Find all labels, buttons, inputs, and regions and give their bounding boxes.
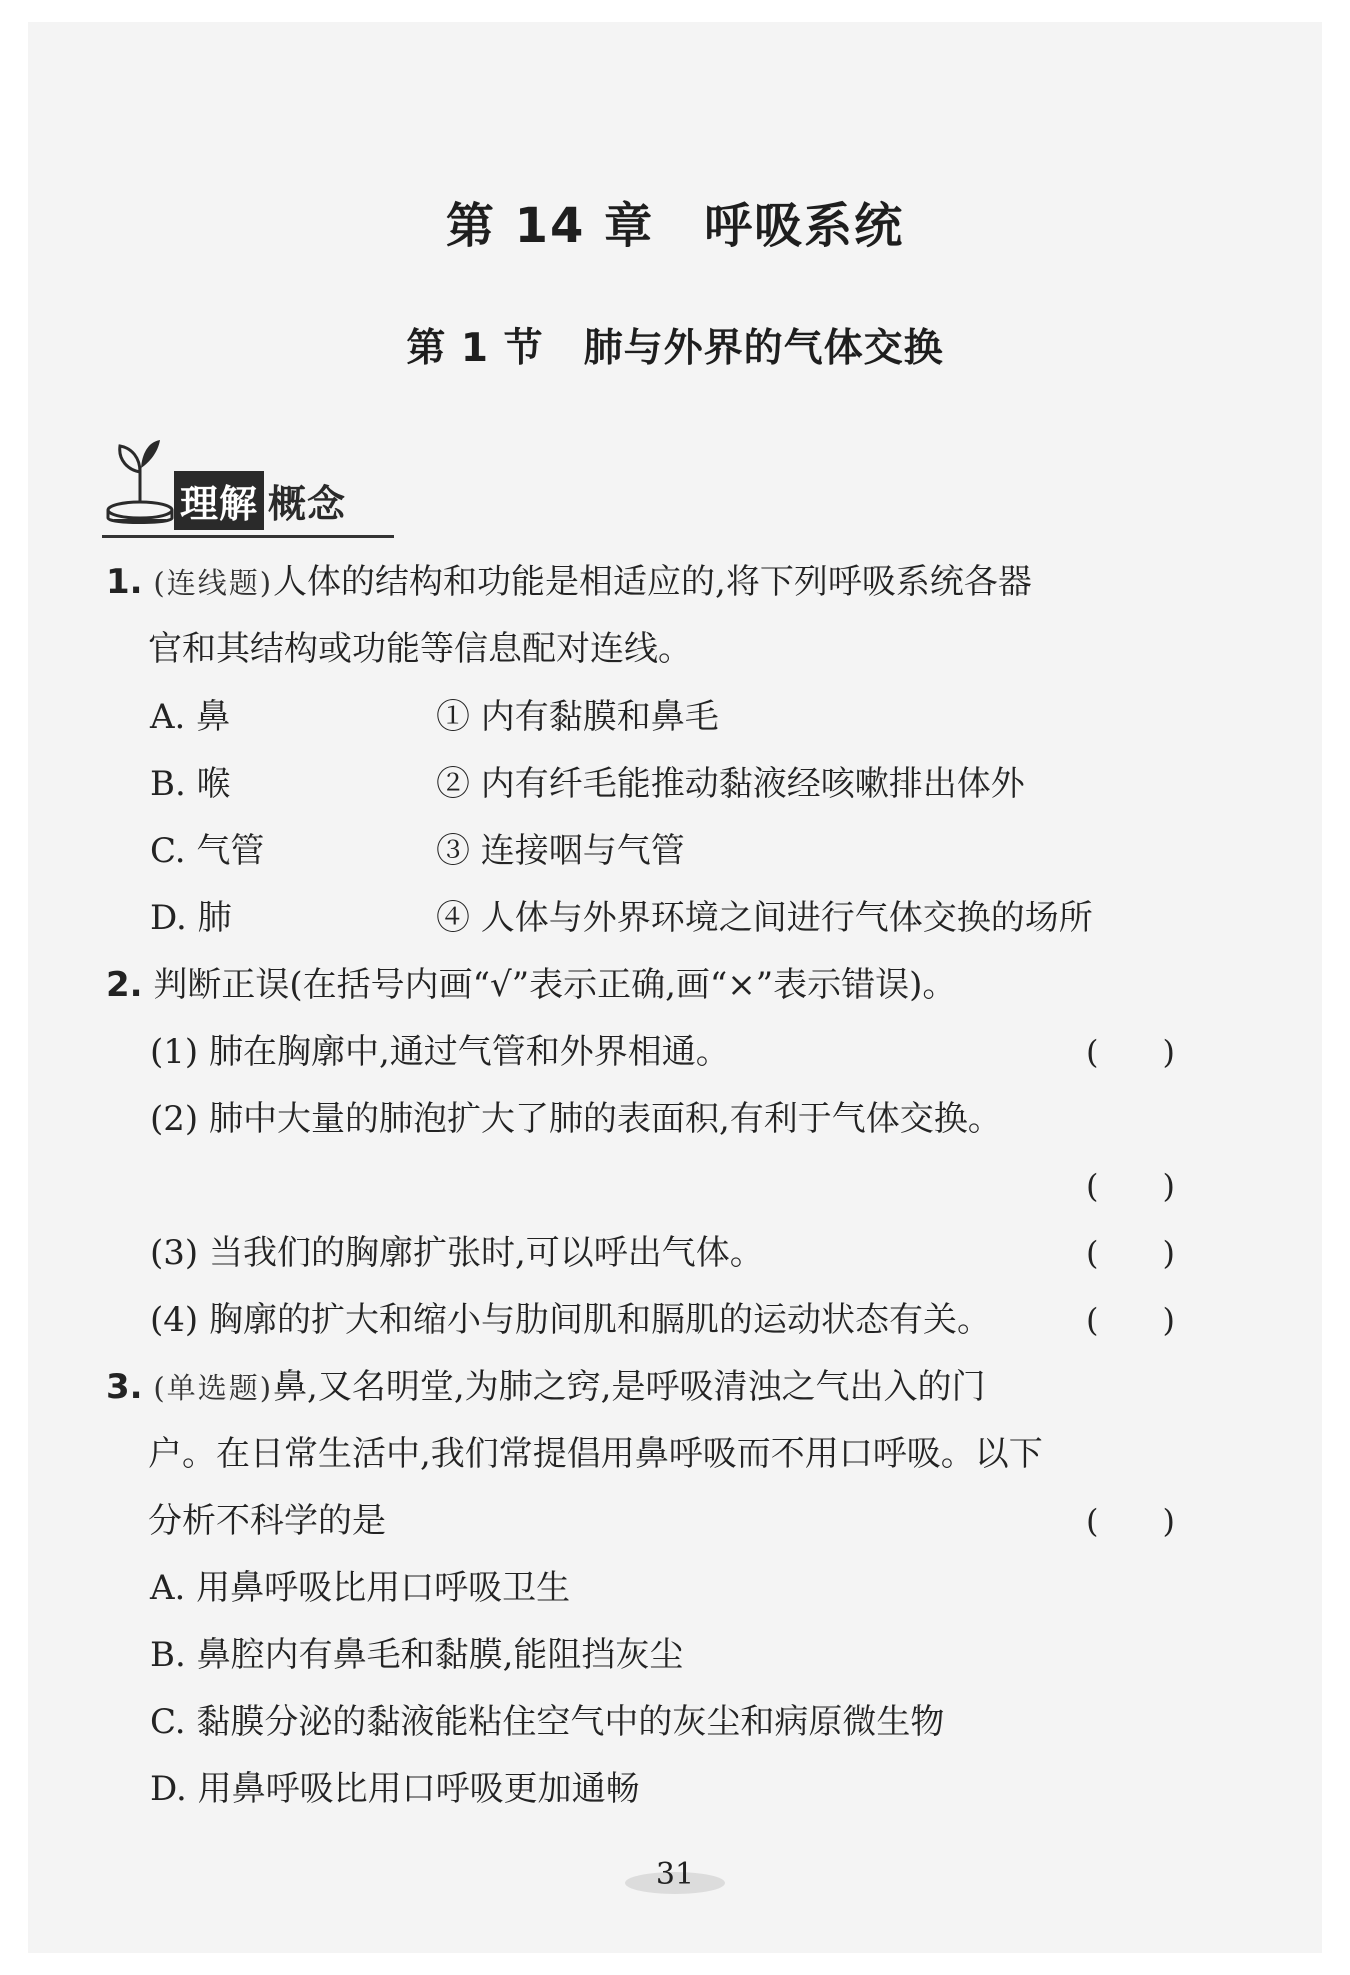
q1-text-line1: 人体的结构和功能是相适应的,将下列呼吸系统各器 <box>273 562 1032 602</box>
banner-underline <box>102 535 394 538</box>
banner-highlight: 理解 <box>174 471 264 530</box>
q1-organ-d: D. 肺 <box>150 898 232 938</box>
q3-text-line2: 户。在日常生活中,我们常提倡用鼻呼吸而不用口呼吸。以下 <box>148 1434 1043 1474</box>
page-number: 31 <box>655 1857 695 1892</box>
q1-organ-b: B. 喉 <box>150 764 231 804</box>
q1-text-line2: 官和其结构或功能等信息配对连线。 <box>148 629 692 669</box>
q3-option-a: A. 用鼻呼吸比用口呼吸卫生 <box>150 1568 571 1608</box>
q2-stem-text: 判断正误(在括号内画“√”表示正确,画“×”表示错误)。 <box>153 965 957 1005</box>
q3-option-c: C. 黏膜分泌的黏液能粘住空气中的灰尘和病原微生物 <box>150 1702 945 1742</box>
q1-function-1: ① 内有黏膜和鼻毛 <box>436 697 719 737</box>
sprout-icon <box>100 432 180 532</box>
q3-line1 <box>106 1367 985 1408</box>
q3-option-b: B. 鼻腔内有鼻毛和黏膜,能阻挡灰尘 <box>150 1635 684 1675</box>
q2-stem <box>106 965 956 1005</box>
q1-function-4: ④ 人体与外界环境之间进行气体交换的场所 <box>436 898 1093 938</box>
q2-answer-blank-2[interactable]: ( ) <box>1086 1167 1175 1205</box>
q2-item-3: (3) 当我们的胸廓扩张时,可以呼出气体。 <box>150 1233 764 1273</box>
chapter-title: 第 14 章 呼吸系统 <box>445 198 905 254</box>
q1-line1 <box>106 562 1032 603</box>
textbook-page <box>28 22 1322 1953</box>
q1-organ-a: A. 鼻 <box>150 697 231 737</box>
q2-answer-blank-1[interactable]: ( ) <box>1086 1033 1175 1071</box>
q3-answer-blank[interactable]: ( ) <box>1086 1502 1175 1540</box>
section-title: 第 1 节 肺与外界的气体交换 <box>406 326 944 371</box>
q1-type: (连线题) <box>153 566 274 600</box>
q2-answer-blank-4[interactable]: ( ) <box>1086 1301 1175 1339</box>
q1-function-2: ② 内有纤毛能推动黏液经咳嗽排出体外 <box>436 764 1025 804</box>
q3-text-line3: 分析不科学的是 <box>148 1501 386 1541</box>
q3-text-line1: 鼻,又名明堂,为肺之窍,是呼吸清浊之气出入的门 <box>273 1367 986 1407</box>
q3-type: (单选题) <box>153 1371 274 1405</box>
q2-item-1: (1) 肺在胸廓中,通过气管和外界相通。 <box>150 1032 730 1072</box>
q2-number: 2. <box>106 965 143 1005</box>
q2-item-2: (2) 肺中大量的肺泡扩大了肺的表面积,有利于气体交换。 <box>150 1099 1002 1139</box>
q1-number: 1. <box>106 562 143 602</box>
banner-label <box>174 474 346 526</box>
q1-function-3: ③ 连接咽与气管 <box>436 831 685 871</box>
section-banner <box>100 432 400 542</box>
banner-rest: 概念 <box>268 481 347 526</box>
q1-organ-c: C. 气管 <box>150 831 265 871</box>
q2-item-4: (4) 胸廓的扩大和缩小与肋间肌和膈肌的运动状态有关。 <box>150 1300 991 1340</box>
q2-answer-blank-3[interactable]: ( ) <box>1086 1234 1175 1272</box>
q3-number: 3. <box>106 1367 143 1407</box>
q3-option-d: D. 用鼻呼吸比用口呼吸更加通畅 <box>150 1769 640 1809</box>
